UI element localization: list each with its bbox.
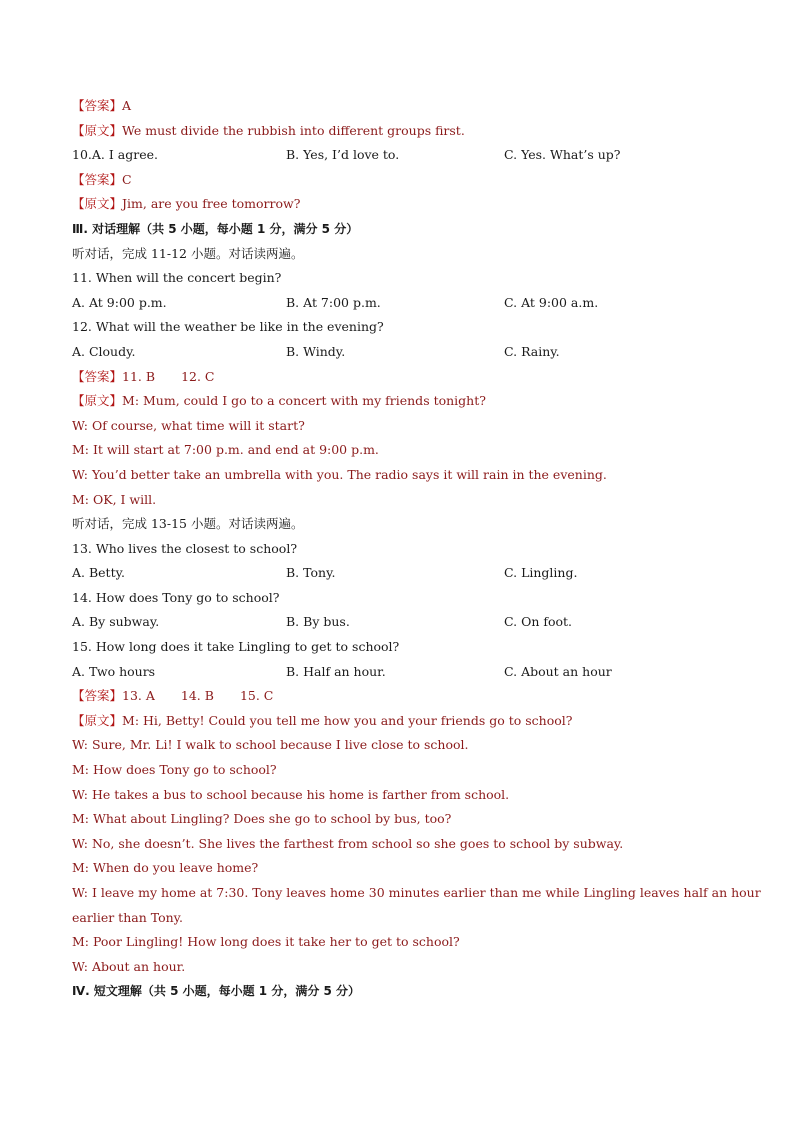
question-11: 11. When will the concert begin? [72, 270, 282, 286]
option-b: B. Yes, I’d love to. [286, 147, 400, 163]
answer-value: 12. C [181, 368, 215, 384]
transcript-line [72, 192, 712, 217]
answer-value: C [122, 171, 132, 187]
answer-line [72, 168, 712, 193]
dialog-line: W: He takes a bus to school because his home is farther from school. [72, 786, 510, 802]
transcript-line [72, 119, 712, 144]
dialog-line: earlier than Tony. [72, 909, 184, 925]
option-a: 10.A. I agree. [72, 147, 158, 163]
option-b: B. Windy. [286, 343, 346, 359]
dialog-line: W: You’d better take an umbrella with you. The radio says it will rain in the evening. [72, 466, 607, 482]
q14-options [72, 610, 712, 635]
dialog-line: M: When do you leave home? [72, 860, 259, 876]
option-c: C. Lingling. [504, 565, 578, 581]
option-b: B. Half an hour. [286, 663, 386, 679]
answer-value: 13. A [122, 688, 155, 704]
q15-options [72, 660, 712, 685]
transcript-text: We must divide the rubbish into different groups first. [122, 122, 465, 138]
q10-options [72, 143, 712, 168]
option-b: B. By bus. [286, 614, 350, 630]
section-heading: Ⅲ. 对话理解（共 5 小题，每小题 1 分，满分 5 分） [72, 221, 359, 236]
answer-value: 11. B [122, 368, 156, 384]
dialog-line: M: It will start at 7:00 p.m. and end at 9:00 p.m. [72, 442, 379, 458]
dialog-line: W: About an hour. [72, 958, 186, 974]
question-12: 12. What will the weather be like in the evening? [72, 319, 384, 335]
dialog-line: M: Poor Lingling! How long does it take her to get to school? [72, 934, 460, 950]
transcript-tag: 【原文】 [72, 122, 123, 138]
option-c: C. About an hour [504, 663, 612, 679]
option-c: C. On foot. [504, 614, 573, 630]
option-a: A. Betty. [72, 565, 125, 581]
option-c: C. Yes. What’s up? [504, 147, 621, 163]
transcript-tag: 【原文】 [72, 393, 123, 409]
answer-tag: 【答案】 [72, 171, 123, 187]
q13-options [72, 561, 712, 586]
question-13: 13. Who lives the closest to school? [72, 540, 298, 556]
answer-line [72, 94, 712, 119]
option-b: B. At 7:00 p.m. [286, 294, 381, 310]
option-c: C. Rainy. [504, 343, 560, 359]
transcript-line [72, 389, 712, 414]
option-a: A. At 9:00 p.m. [72, 294, 167, 310]
dialog-line: W: I leave my home at 7:30. Tony leaves home 30 minutes earlier than me while Lingling leaves half an hour [72, 885, 761, 900]
document-content [72, 94, 761, 1004]
dialog-line: W: Sure, Mr. Li! I walk to school because I live close to school. [72, 737, 469, 753]
answer-line [72, 684, 712, 709]
answer-value: A [122, 98, 132, 113]
option-a: A. Cloudy. [72, 343, 136, 359]
dialog-line: M: Mum, could I go to a concert with my friends tonight? [122, 393, 486, 409]
transcript-line [72, 709, 712, 734]
dialog-line: M: What about Lingling? Does she go to school by bus, too? [72, 811, 452, 827]
answer-value: 15. C [239, 688, 274, 704]
dialog-line: M: OK, I will. [72, 491, 157, 507]
answer-line [72, 365, 712, 390]
dialog-line: W: No, she doesn’t. She lives the farthest from school so she goes to school by subway. [72, 835, 624, 851]
transcript-tag: 【原文】 [72, 712, 123, 728]
option-a: A. Two hours [72, 663, 156, 679]
section-intro: 听对话，完成 13-15 小题。对话读两遍。 [72, 516, 304, 532]
option-c: C. At 9:00 a.m. [504, 294, 599, 310]
answer-tag: 【答案】 [72, 368, 123, 384]
transcript-tag: 【原文】 [72, 196, 123, 212]
q12-options [72, 340, 712, 365]
answer-tag: 【答案】 [72, 98, 123, 113]
answer-tag: 【答案】 [72, 688, 123, 704]
dialog-line: W: Of course, what time will it start? [72, 417, 305, 433]
answer-value: 14. B [180, 688, 214, 704]
question-15: 15. How long does it take Lingling to get to school? [72, 639, 400, 655]
option-b: B. Tony. [286, 565, 336, 581]
question-14: 14. How does Tony go to school? [72, 589, 280, 605]
dialog-line: M: How does Tony go to school? [72, 762, 277, 778]
section-heading: Ⅳ. 短文理解（共 5 小题，每小题 1 分，满分 5 分） [72, 984, 361, 999]
section-intro: 听对话，完成 11-12 小题。对话读两遍。 [72, 245, 304, 261]
transcript-text: Jim, are you free tomorrow? [122, 196, 301, 212]
dialog-line: M: Hi, Betty! Could you tell me how you and your friends go to school? [122, 712, 573, 728]
option-a: A. By subway. [72, 614, 160, 630]
q11-options [72, 291, 712, 316]
